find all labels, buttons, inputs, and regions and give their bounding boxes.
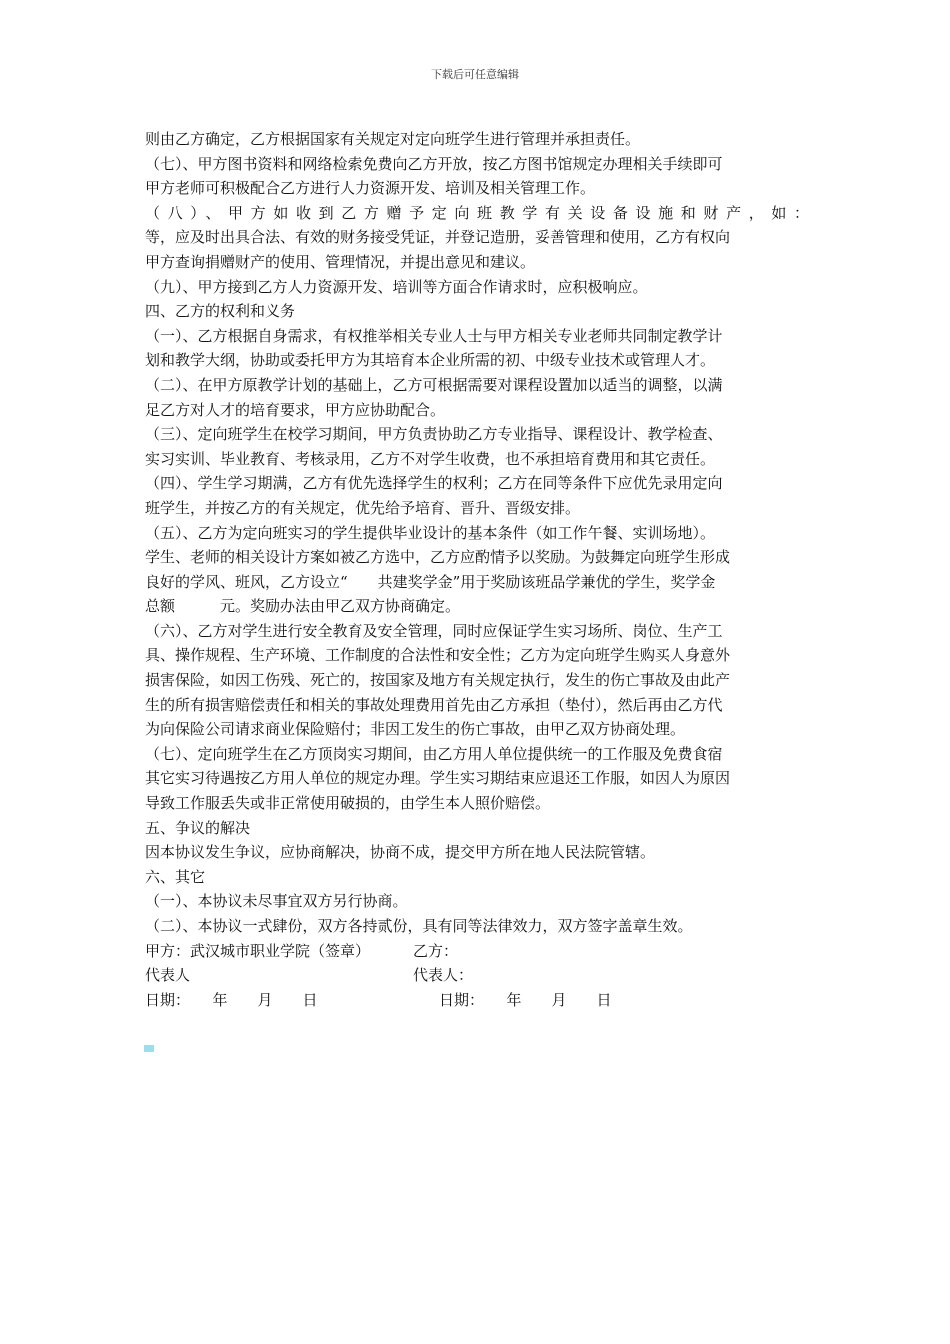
text-line: 足乙方对人才的培育要求，甲方应协助配合。 <box>145 400 446 419</box>
text-line: （五）、乙方为定向班实习的学生提供毕业设计的基本条件（如工作午餐、实训场地）。 <box>145 523 716 542</box>
text-line: 因本协议发生争议，应协商解决，协商不成，提交甲方所在地人民法院管辖。 <box>145 843 656 862</box>
text-line: 损害保险，如因工伤残、死亡的，按国家及地方有关规定执行，发生的伤亡事故及由此产 <box>145 671 731 690</box>
signature-party-row <box>145 939 809 964</box>
text-line: （七）、定向班学生在乙方顶岗实习期间，由乙方用人单位提供统一的工作服及免费食宿 <box>145 744 723 763</box>
text-line: 总额 元。奖励办法由甲乙双方协商确定。 <box>145 597 461 616</box>
signature-representative-row <box>145 963 809 988</box>
text-line: 为向保险公司请求商业保险赔付；非因工发生的伤亡事故，由甲乙双方协商处理。 <box>145 720 686 739</box>
page-header: 下载后可任意编辑 <box>431 68 519 81</box>
text-line: （九）、甲方接到乙方人力资源开发、培训等方面合作请求时，应积极响应。 <box>145 277 648 296</box>
text-line: （一）、本协议未尽事宜双方另行协商。 <box>145 892 408 911</box>
text-line: 等，应及时出具合法、有效的财务接受凭证，并登记造册，妥善管理和使用，乙方有权向 <box>145 228 731 247</box>
text-line: 学生、老师的相关设计方案如被乙方选中，乙方应酌情予以奖励。为鼓舞定向班学生形成 <box>145 548 731 567</box>
page-marker <box>144 1045 154 1052</box>
text-line: 则由乙方确定，乙方根据国家有关规定对定向班学生进行管理并承担责任。 <box>145 130 641 148</box>
party-b-label: 乙方： <box>413 941 459 960</box>
text-line: 实习实训、毕业教育、考核录用，乙方不对学生收费，也不承担培育费用和其它责任。 <box>145 449 716 468</box>
text-line: （七）、甲方图书资料和网络检索免费向乙方开放，按乙方图书馆规定办理相关手续即可 <box>145 154 723 173</box>
representative-b-label: 代表人： <box>413 966 474 985</box>
text-line: （四）、学生学习期满，乙方有优先选择学生的权利；乙方在同等条件下应优先录用定向 <box>145 474 723 493</box>
text-line: （八）、甲方如收到乙方赠予定向班教学有关设备设施和财产，如： <box>145 203 809 222</box>
text-line: 良好的学风、班风，乙方设立“ 共建奖学金”用于奖励该班品学兼优的学生，奖学金 <box>145 572 716 591</box>
section-heading: 四、乙方的权利和义务 <box>145 302 296 321</box>
text-line: 导致工作服丢失或非正常使用破损的，由学生本人照价赔偿。 <box>145 794 551 813</box>
text-line: 甲方老师可积极配合乙方进行人力资源开发、培训及相关管理工作。 <box>145 179 596 198</box>
date-a-label: 日期： 年 月 日 <box>145 990 318 1009</box>
date-b-label: 日期： 年 月 日 <box>439 990 612 1009</box>
section-heading: 五、争议的解决 <box>145 818 251 837</box>
text-line: （一）、乙方根据自身需求，有权推举相关专业人士与甲方相关专业老师共同制定教学计 <box>145 326 723 345</box>
document-body <box>145 127 809 1012</box>
text-line: 班学生，并按乙方的有关规定，优先给予培育、晋升、晋级安排。 <box>145 498 581 517</box>
text-line: （六）、乙方对学生进行安全教育及安全管理，同时应保证学生实习场所、岗位、生产工 <box>145 621 723 640</box>
party-a-label: 甲方：武汉城市职业学院（签章） <box>145 941 371 960</box>
text-line: 具、操作规程、生产环境、工作制度的合法性和安全性；乙方为定向班学生购买人身意外 <box>145 646 731 665</box>
text-line: （二）、在甲方原教学计划的基础上，乙方可根据需要对课程设置加以适当的调整，以满 <box>145 375 723 394</box>
text-line: （二）、本协议一式肆份，双方各持贰份，具有同等法律效力，双方签字盖章生效。 <box>145 917 693 935</box>
text-line: （三）、定向班学生在校学习期间，甲方负责协助乙方专业指导、课程设计、教学检查、 <box>145 425 723 444</box>
section-heading: 六、其它 <box>145 867 206 886</box>
text-line: 其它实习待遇按乙方用人单位的规定办理。学生实习期结束应退还工作服，如因人为原因 <box>145 769 731 788</box>
text-line: 划和教学大纲，协助或委托甲方为其培育本企业所需的初、中级专业技术或管理人才。 <box>145 351 716 370</box>
signature-date-row <box>145 988 809 1013</box>
representative-a-label: 代表人 <box>145 966 191 985</box>
text-line: 生的所有损害赔偿责任和相关的事故处理费用首先由乙方承担（垫付），然后再由乙方代 <box>145 695 723 714</box>
text-line: 甲方查询捐赠财产的使用、管理情况，并提出意见和建议。 <box>145 252 536 271</box>
